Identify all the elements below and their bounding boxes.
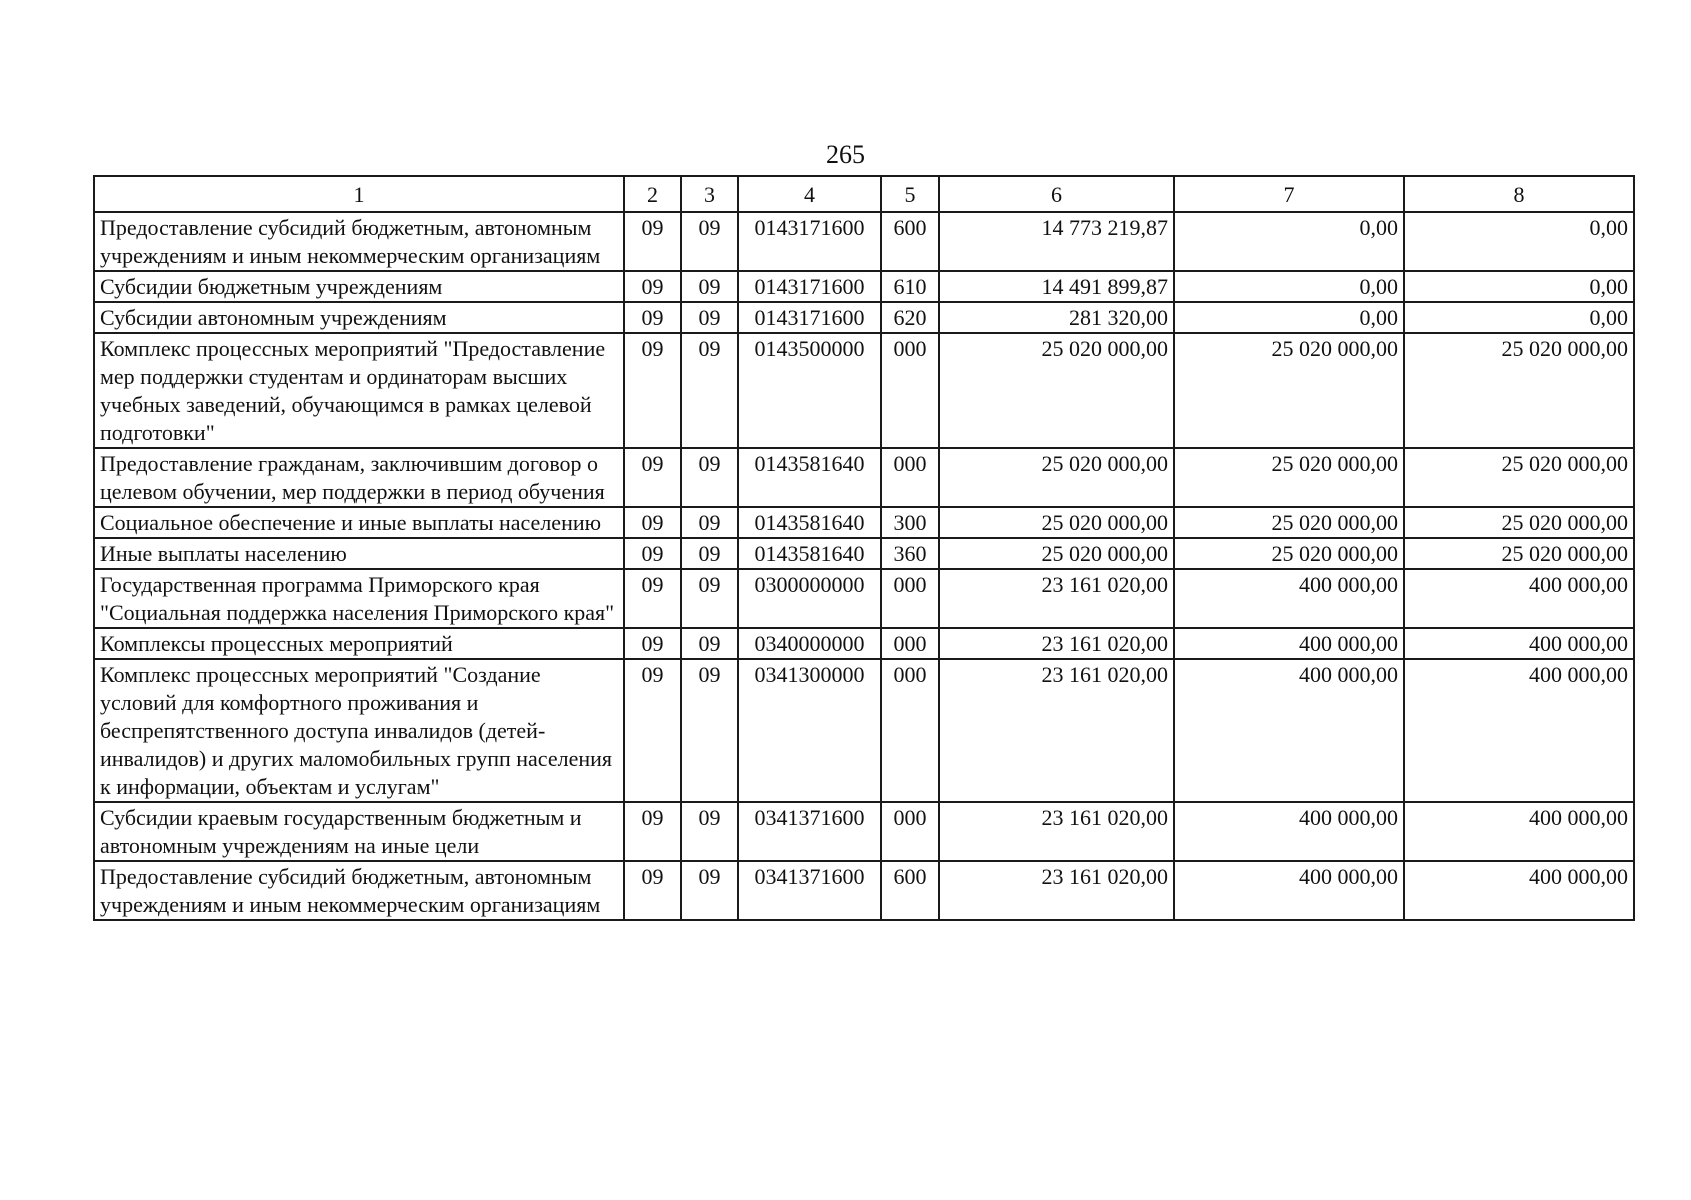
amount-col7: 400 000,00 (1174, 659, 1404, 802)
section-code: 09 (624, 628, 681, 659)
amount-col6: 23 161 020,00 (939, 659, 1174, 802)
amount-col7: 0,00 (1174, 271, 1404, 302)
column-header: 5 (881, 176, 939, 212)
section-code: 09 (624, 448, 681, 507)
amount-col8: 400 000,00 (1404, 628, 1634, 659)
amount-col7: 400 000,00 (1174, 861, 1404, 920)
row-name: Предоставление субсидий бюджетным, автономным учреждениям и иным некоммерческим организациям (94, 861, 624, 920)
table-row (94, 507, 1634, 538)
row-name: Субсидии автономным учреждениям (94, 302, 624, 333)
column-header: 2 (624, 176, 681, 212)
section-code: 09 (624, 333, 681, 448)
table-row (94, 271, 1634, 302)
subsection-code: 09 (681, 659, 738, 802)
page-number: 265 (826, 140, 865, 169)
expense-type-code: 360 (881, 538, 939, 569)
amount-col8: 400 000,00 (1404, 659, 1634, 802)
amount-col6: 281 320,00 (939, 302, 1174, 333)
target-article-code: 0341300000 (738, 659, 881, 802)
subsection-code: 09 (681, 861, 738, 920)
amount-col8: 0,00 (1404, 271, 1634, 302)
amount-col8: 25 020 000,00 (1404, 538, 1634, 569)
amount-col7: 25 020 000,00 (1174, 448, 1404, 507)
expense-type-code: 000 (881, 333, 939, 448)
amount-col8: 400 000,00 (1404, 861, 1634, 920)
table-row (94, 569, 1634, 628)
target-article-code: 0143171600 (738, 302, 881, 333)
amount-col7: 25 020 000,00 (1174, 333, 1404, 448)
amount-col6: 25 020 000,00 (939, 538, 1174, 569)
row-name: Комплекс процессных мероприятий "Предоставление мер поддержки студентам и ординаторам высших учебных заведений, обучающимся в рамках целевой подготовки" (94, 333, 624, 448)
header-row (94, 176, 1634, 212)
expense-type-code: 000 (881, 448, 939, 507)
target-article-code: 0143171600 (738, 212, 881, 271)
table-row (94, 333, 1634, 448)
section-code: 09 (624, 212, 681, 271)
amount-col8: 25 020 000,00 (1404, 333, 1634, 448)
section-code: 09 (624, 659, 681, 802)
column-header: 1 (94, 176, 624, 212)
target-article-code: 0143500000 (738, 333, 881, 448)
amount-col7: 25 020 000,00 (1174, 538, 1404, 569)
amount-col6: 25 020 000,00 (939, 507, 1174, 538)
table-row (94, 538, 1634, 569)
section-code: 09 (624, 861, 681, 920)
amount-col8: 25 020 000,00 (1404, 507, 1634, 538)
column-header: 6 (939, 176, 1174, 212)
expense-type-code: 300 (881, 507, 939, 538)
amount-col6: 23 161 020,00 (939, 628, 1174, 659)
expense-type-code: 000 (881, 659, 939, 802)
row-name: Иные выплаты населению (94, 538, 624, 569)
subsection-code: 09 (681, 538, 738, 569)
target-article-code: 0341371600 (738, 861, 881, 920)
target-article-code: 0341371600 (738, 802, 881, 861)
subsection-code: 09 (681, 271, 738, 302)
target-article-code: 0143171600 (738, 271, 881, 302)
subsection-code: 09 (681, 448, 738, 507)
table-row (94, 659, 1634, 802)
row-name: Предоставление субсидий бюджетным, автономным учреждениям и иным некоммерческим организациям (94, 212, 624, 271)
expense-type-code: 000 (881, 628, 939, 659)
amount-col8: 400 000,00 (1404, 802, 1634, 861)
table-row (94, 302, 1634, 333)
row-name: Субсидии бюджетным учреждениям (94, 271, 624, 302)
target-article-code: 0143581640 (738, 538, 881, 569)
row-name: Комплексы процессных мероприятий (94, 628, 624, 659)
subsection-code: 09 (681, 507, 738, 538)
section-code: 09 (624, 507, 681, 538)
target-article-code: 0143581640 (738, 448, 881, 507)
row-name: Субсидии краевым государственным бюджетным и автономным учреждениям на иные цели (94, 802, 624, 861)
subsection-code: 09 (681, 802, 738, 861)
row-name: Комплекс процессных мероприятий "Создание условий для комфортного проживания и беспрепятственного доступа инвалидов (детей-инвалидов) и других маломобильных групп населения к информации, объектам и услугам" (94, 659, 624, 802)
amount-col6: 23 161 020,00 (939, 861, 1174, 920)
subsection-code: 09 (681, 628, 738, 659)
amount-col8: 0,00 (1404, 302, 1634, 333)
expense-type-code: 600 (881, 861, 939, 920)
table-row (94, 448, 1634, 507)
target-article-code: 0340000000 (738, 628, 881, 659)
amount-col6: 25 020 000,00 (939, 333, 1174, 448)
column-header: 8 (1404, 176, 1634, 212)
table-row (94, 212, 1634, 271)
amount-col6: 23 161 020,00 (939, 802, 1174, 861)
section-code: 09 (624, 569, 681, 628)
amount-col7: 400 000,00 (1174, 569, 1404, 628)
table-row (94, 628, 1634, 659)
target-article-code: 0143581640 (738, 507, 881, 538)
subsection-code: 09 (681, 569, 738, 628)
amount-col7: 400 000,00 (1174, 628, 1404, 659)
section-code: 09 (624, 802, 681, 861)
amount-col6: 25 020 000,00 (939, 448, 1174, 507)
amount-col7: 25 020 000,00 (1174, 507, 1404, 538)
expense-type-code: 000 (881, 569, 939, 628)
expense-type-code: 000 (881, 802, 939, 861)
expense-type-code: 610 (881, 271, 939, 302)
amount-col7: 0,00 (1174, 302, 1404, 333)
column-header: 3 (681, 176, 738, 212)
target-article-code: 0300000000 (738, 569, 881, 628)
amount-col6: 23 161 020,00 (939, 569, 1174, 628)
column-header: 7 (1174, 176, 1404, 212)
amount-col8: 0,00 (1404, 212, 1634, 271)
row-name: Предоставление гражданам, заключившим договор о целевом обучении, мер поддержки в период обучения (94, 448, 624, 507)
amount-col6: 14 491 899,87 (939, 271, 1174, 302)
amount-col7: 0,00 (1174, 212, 1404, 271)
row-name: Государственная программа Приморского края "Социальная поддержка населения Приморского края" (94, 569, 624, 628)
amount-col6: 14 773 219,87 (939, 212, 1174, 271)
amount-col8: 400 000,00 (1404, 569, 1634, 628)
expense-type-code: 620 (881, 302, 939, 333)
table-row (94, 802, 1634, 861)
section-code: 09 (624, 271, 681, 302)
section-code: 09 (624, 302, 681, 333)
amount-col8: 25 020 000,00 (1404, 448, 1634, 507)
budget-table (93, 175, 1635, 921)
expense-type-code: 600 (881, 212, 939, 271)
section-code: 09 (624, 538, 681, 569)
table-row (94, 861, 1634, 920)
subsection-code: 09 (681, 333, 738, 448)
subsection-code: 09 (681, 302, 738, 333)
row-name: Социальное обеспечение и иные выплаты населению (94, 507, 624, 538)
column-header: 4 (738, 176, 881, 212)
subsection-code: 09 (681, 212, 738, 271)
amount-col7: 400 000,00 (1174, 802, 1404, 861)
